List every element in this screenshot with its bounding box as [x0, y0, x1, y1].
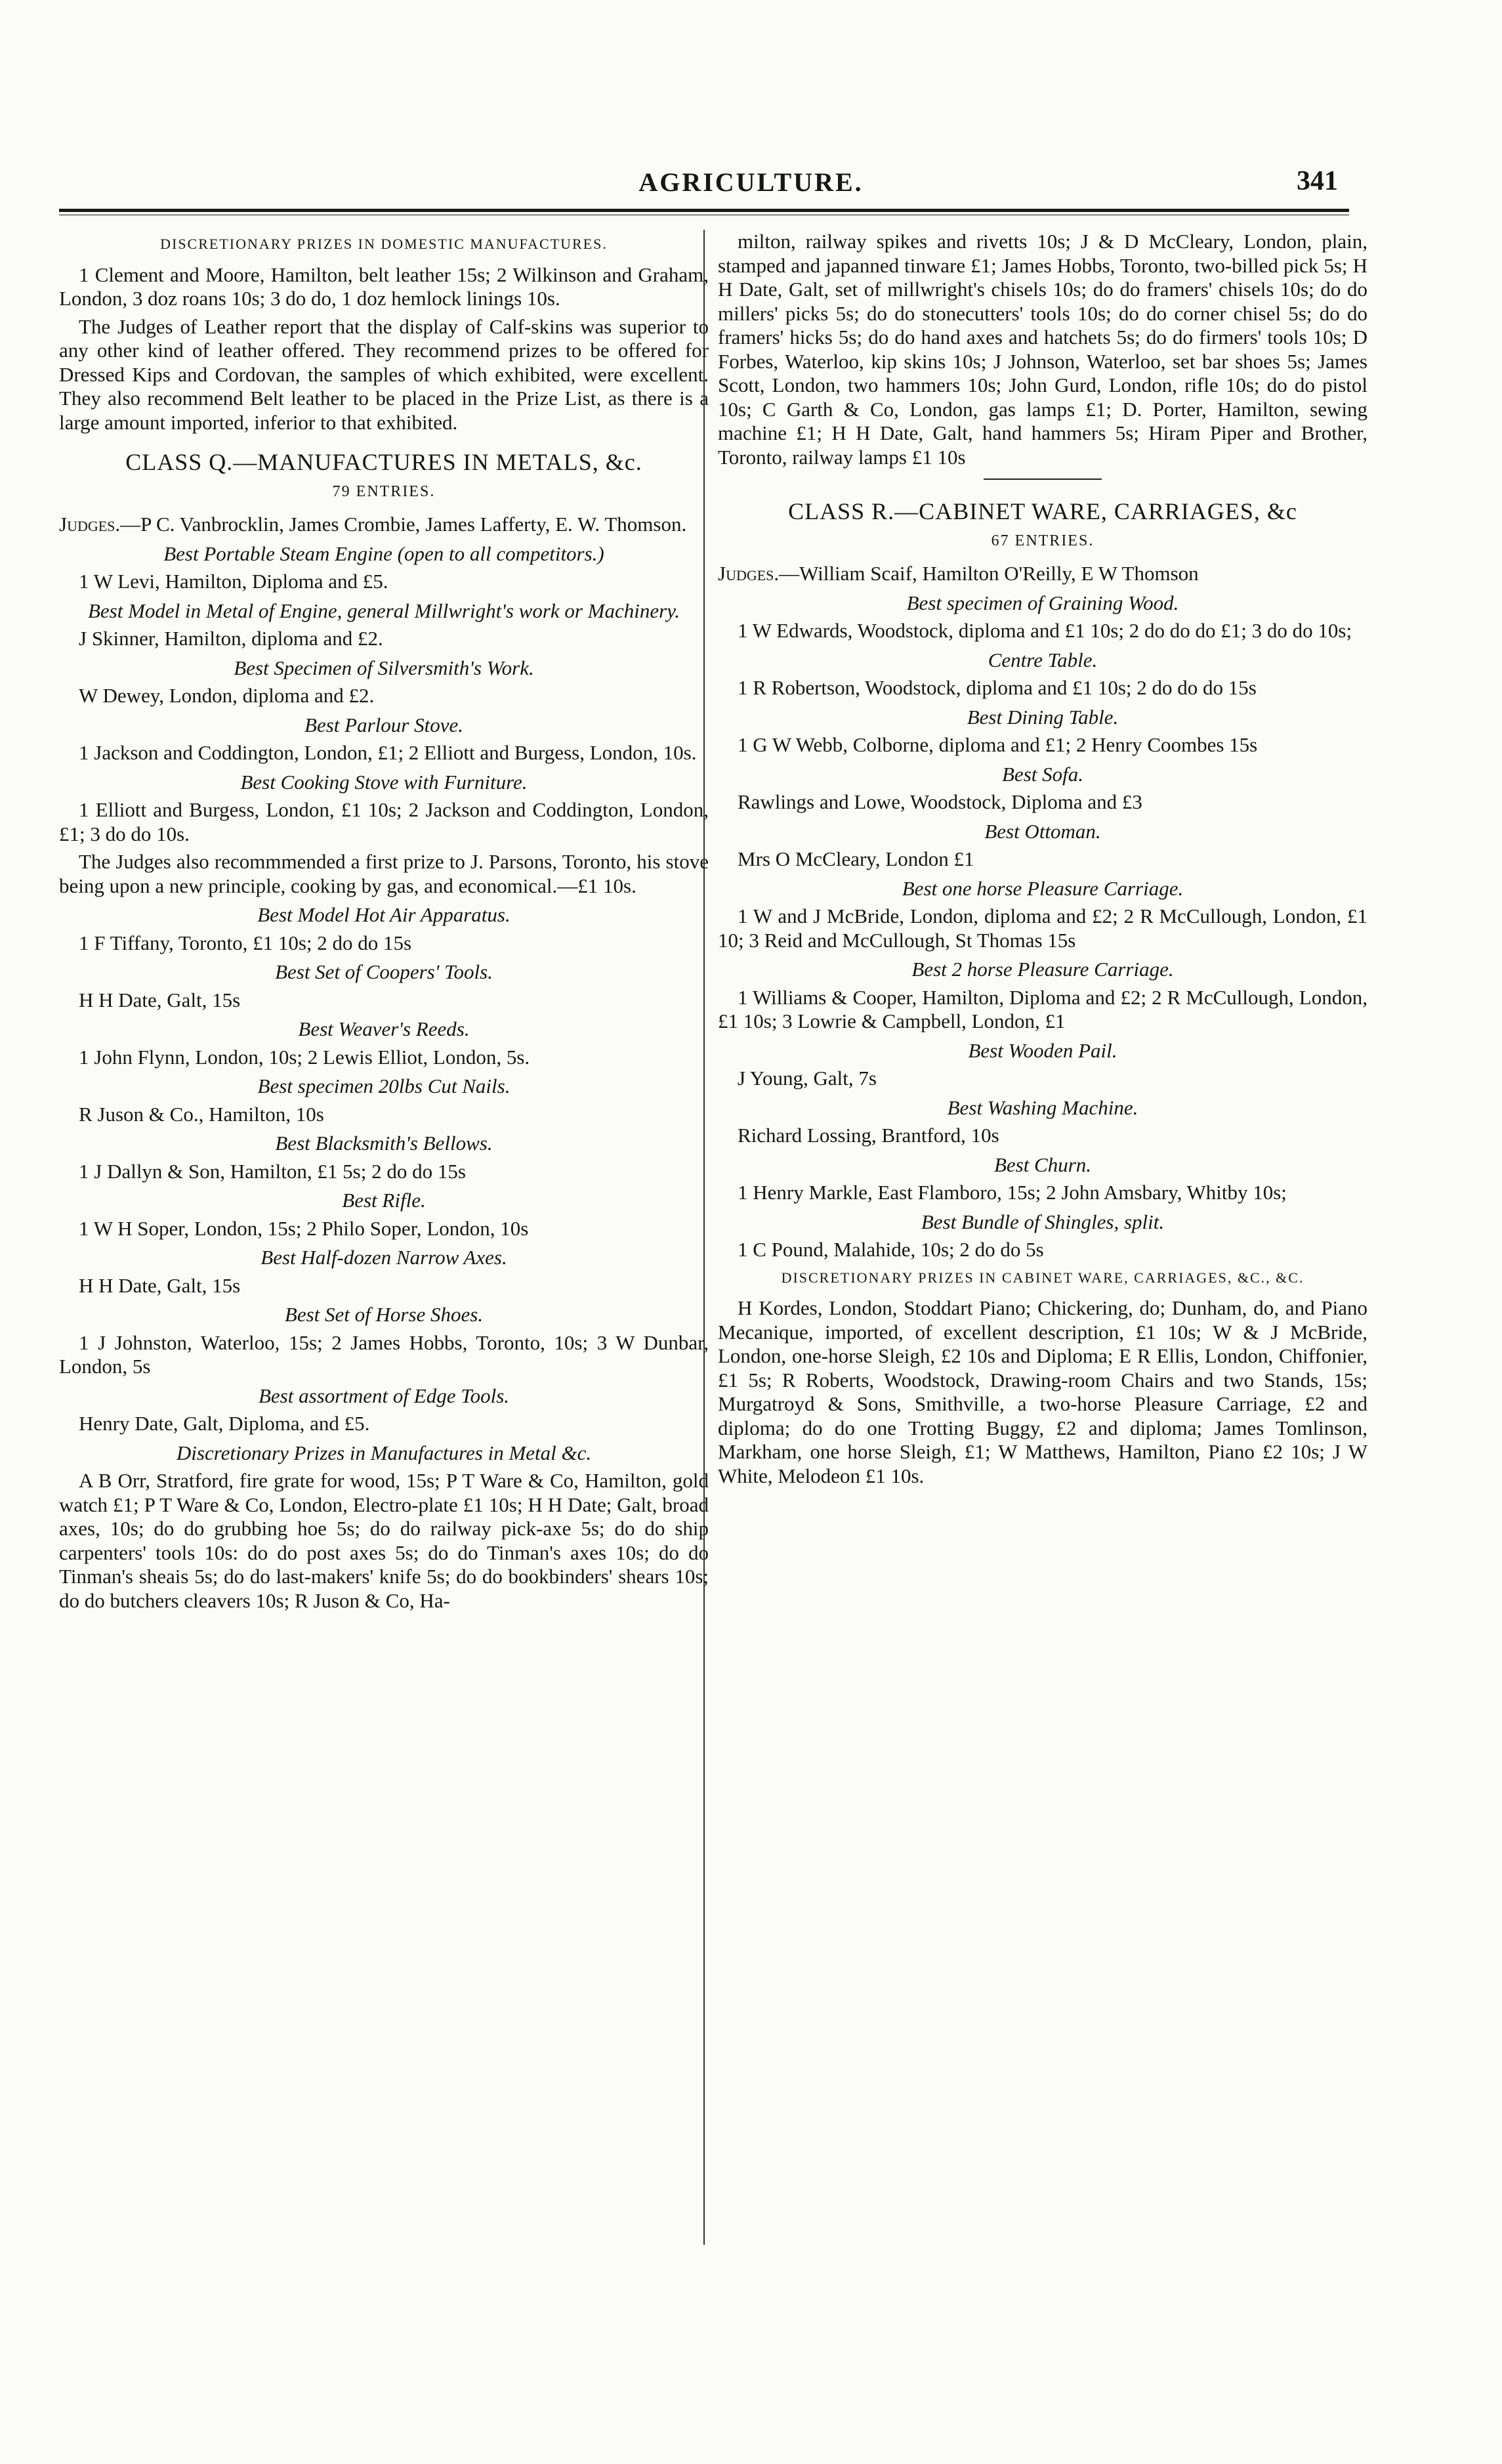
header-rule — [59, 209, 1349, 212]
prize-entry: 1 W Levi, Hamilton, Diploma and £5. — [79, 570, 388, 593]
class-r-entries: 67 ENTRIES. — [991, 532, 1095, 549]
prize-title: Best 2 horse Pleasure Carriage. — [911, 958, 1174, 981]
prize-entry: 1 W Edwards, Woodstock, diploma and £1 10s; 2 do do do £1; 3 do do 10s; — [738, 619, 1352, 642]
prize-title: Best specimen 20lbs Cut Nails. — [257, 1074, 511, 1097]
domestic-entries: 1 Clement and Moore, Hamilton, belt leather 15s; 2 Wilkinson and Graham, London, 3 doz roans 10s; 3 do do, 1 doz hemlock linings 10s. — [59, 263, 709, 310]
prize-title: Best Cooking Stove with Furniture. — [240, 770, 528, 794]
prize-entry: H H Date, Galt, 15s — [79, 1273, 241, 1297]
prize-entry: J Skinner, Hamilton, diploma and £2. — [79, 627, 383, 650]
prize-title: Best specimen of Graining Wood. — [906, 591, 1179, 614]
prize-entry: R Juson & Co., Hamilton, 10s — [79, 1102, 324, 1126]
domestic-manufactures-heading: DISCRETIONARY PRIZES IN DOMESTIC MANUFACTURES. — [160, 236, 608, 252]
discretionary-metal-title: Discretionary Prizes in Manufactures in Metal &c. — [176, 1441, 592, 1464]
judges-names: —P C. Vanbrocklin, James Crombie, James Lafferty, E. W. Thomson. — [120, 513, 687, 536]
prize-entry: Henry Date, Galt, Diploma, and £5. — [79, 1412, 370, 1435]
class-q-judges — [59, 513, 709, 537]
prize-entry: 1 F Tiffany, Toronto, £1 10s; 2 do do 15s — [79, 931, 412, 954]
prize-title: Best Model Hot Air Apparatus. — [257, 903, 511, 926]
class-q-entries: 79 ENTRIES. — [332, 482, 436, 500]
prize-note: The Judges also recommmended a first prize to J. Parsons, Toronto, his stove being upon a new principle, cooking by gas, and economical.—£1 10s. — [59, 850, 709, 897]
metal-continuation: milton, railway spikes and rivetts 10s; J & D McCleary, London, plain, stamped and japanned tinware £1; James Hobbs, Toronto, two-billed pick 5s; H H Date, Galt, set of millwright's chisels 10s; do do framers' chisels 10s; do do millers' picks 5s; do do stonecutters' tools 10s; do do corner chisel 5s; do do framers' hicks 5s; do do hand axes and hatchets 5s; do do firmers' tools 10s; D Forbes, Waterloo, kip skins 10s; J Johnson, Waterloo, set bar shoes 5s; James Scott, London, two hammers 10s; John Gurd, London, rifle 10s; do do pistol 10s; C Garth & Co, London, gas lamps £1; D. Porter, Hamilton, sewing machine £1; H H Date, Galt, hand hammers 5s; Hiram Piper and Brother, Toronto, railway lamps £1 10s — [718, 230, 1367, 469]
prize-title: Best Parlour Stove. — [304, 713, 463, 736]
prize-title: Best Set of Coopers' Tools. — [275, 960, 493, 983]
discretionary-metal-text: A B Orr, Stratford, fire grate for wood, 15s; P T Ware & Co, Hamilton, gold watch £1; P T Ware & Co, London, Electro-plate £1 10s; H H Date; Galt, broad axes, 10s; do do grubbing hoe 5s; do do railway pick-axe 5s; do do ship carpenters' tools 10s: do do post axes 5s; do do Tinman's axes 10s; do do Tinman's sheais 5s; do do last-makers' knife 5s; do do bookbinders' shears 10s; do do butchers cleavers 10s; R Juson & Co, Ha- — [59, 1469, 709, 1612]
cabinet-discretionary-heading: DISCRETIONARY PRIZES IN CABINET WARE, CARRIAGES, &C., &C. — [781, 1269, 1304, 1286]
page-number: 341 — [1297, 166, 1338, 196]
prize-entry: 1 Henry Markle, East Flamboro, 15s; 2 John Amsbary, Whitby 10s; — [738, 1181, 1287, 1204]
prize-title: Best Ottoman. — [984, 819, 1101, 843]
prize-title: Best Portable Steam Engine (open to all competitors.) — [163, 542, 604, 565]
cabinet-discretionary-text: H Kordes, London, Stoddart Piano; Chickering, do; Dunham, do, and Piano Mecanique, imported, of excellent description, £1 10s; W & J McBride, London, one-horse Sleigh, £2 10s and Diploma; E R Ellis, London, Chiffonier, £1 5s; R Roberts, Woodstock, Drawing-room Chairs and two Stands, 15s; Murgatroyd & Sons, Smithville, a two-horse Pleasure Carriage, £2 and diploma; do do one Trotting Buggy, £2 and diploma; James Tomlinson, Markham, one horse Sleigh, £1; W Matthews, Hamilton, Piano £2 10s; J W White, Melodeon £1 10s. — [718, 1296, 1367, 1487]
section-rule — [984, 478, 1102, 480]
prize-title: Best Model in Metal of Engine, general Millwright's work or Machinery. — [87, 599, 680, 622]
right-column — [718, 230, 1367, 1492]
class-r-heading: CLASS R.—CABINET WARE, CARRIAGES, &c — [788, 498, 1297, 524]
prize-entry: Rawlings and Lowe, Woodstock, Diploma and £3 — [738, 790, 1142, 813]
judges-names: —William Scaif, Hamilton O'Reilly, E W Thomson — [779, 562, 1199, 585]
prize-entry: 1 Jackson and Coddington, London, £1; 2 Elliott and Burgess, London, 10s. — [79, 741, 697, 764]
prize-title: Best Churn. — [993, 1153, 1092, 1176]
prize-entry: 1 John Flynn, London, 10s; 2 Lewis Elliot, London, 5s. — [79, 1045, 530, 1069]
prize-entry: 1 W and J McBride, London, diploma and £2; 2 R McCullough, London, £1 10; 3 Reid and McCullough, St Thomas 15s — [718, 904, 1367, 952]
prize-title: Best Blacksmith's Bellows. — [275, 1132, 493, 1155]
left-column — [59, 230, 709, 1617]
prize-title: Best one horse Pleasure Carriage. — [902, 876, 1184, 900]
prize-title: Best Bundle of Shingles, split. — [921, 1210, 1165, 1233]
prize-title: Best Weaver's Reeds. — [298, 1017, 470, 1040]
prize-title: Best Sofa. — [1002, 762, 1083, 786]
prize-entry: H H Date, Galt, 15s — [79, 988, 241, 1011]
prize-title: Best Half-dozen Narrow Axes. — [261, 1246, 507, 1269]
prize-entry: 1 J Johnston, Waterloo, 15s; 2 James Hobbs, Toronto, 10s; 3 W Dunbar, London, 5s — [59, 1330, 709, 1378]
prize-entry: Mrs O McCleary, London £1 — [738, 847, 974, 870]
class-r-judges — [718, 562, 1367, 586]
prize-entry: W Dewey, London, diploma and £2. — [79, 684, 375, 707]
running-title: AGRICULTURE. — [638, 167, 864, 197]
prize-entry: 1 W H Soper, London, 15s; 2 Philo Soper, London, 10s — [79, 1216, 529, 1240]
prize-title: Best Dining Table. — [967, 705, 1119, 729]
prize-title: Centre Table. — [988, 648, 1098, 671]
judges-label: Judges. — [718, 562, 780, 585]
prize-title: Best Wooden Pail. — [968, 1038, 1117, 1062]
class-q-heading: CLASS Q.—MANUFACTURES IN METALS, &c. — [125, 449, 642, 475]
prize-entry: Richard Lossing, Brantford, 10s — [738, 1124, 999, 1147]
running-head — [0, 163, 1502, 202]
prize-entry: 1 Elliott and Burgess, London, £1 10s; 2 Jackson and Coddington, London, £1; 3 do do 10s. — [59, 798, 709, 845]
prize-title: Best Set of Horse Shoes. — [284, 1303, 484, 1326]
prize-title: Best Washing Machine. — [947, 1095, 1138, 1119]
leather-report: The Judges of Leather report that the display of Calf-skins was superior to any other kind of leather offered. They recommend prizes to be offered for Dressed Kips and Cordovan, the samples of which exhibited, were excellent. They also recommend Belt leather to be placed in the Prize List, as there is a large amount imported, inferior to that exhibited. — [59, 314, 709, 434]
prize-entry: 1 J Dallyn & Son, Hamilton, £1 5s; 2 do do 15s — [79, 1159, 466, 1183]
judges-label: Judges. — [59, 513, 121, 536]
prize-entry: 1 G W Webb, Colborne, diploma and £1; 2 Henry Coombes 15s — [738, 733, 1258, 756]
prize-title: Best Specimen of Silversmith's Work. — [234, 656, 534, 679]
prize-entry: 1 R Robertson, Woodstock, diploma and £1 10s; 2 do do do 15s — [738, 676, 1257, 699]
prize-entry: 1 Williams & Cooper, Hamilton, Diploma and £2; 2 R McCullough, London, £1 10s; 3 Lowrie & Campbell, London, £1 — [718, 985, 1367, 1032]
prize-entry: J Young, Galt, 7s — [738, 1067, 877, 1090]
prize-title: Best Rifle. — [342, 1189, 426, 1212]
prize-entry: 1 C Pound, Malahide, 10s; 2 do do 5s — [738, 1238, 1044, 1261]
prize-title: Best assortment of Edge Tools. — [258, 1384, 510, 1407]
